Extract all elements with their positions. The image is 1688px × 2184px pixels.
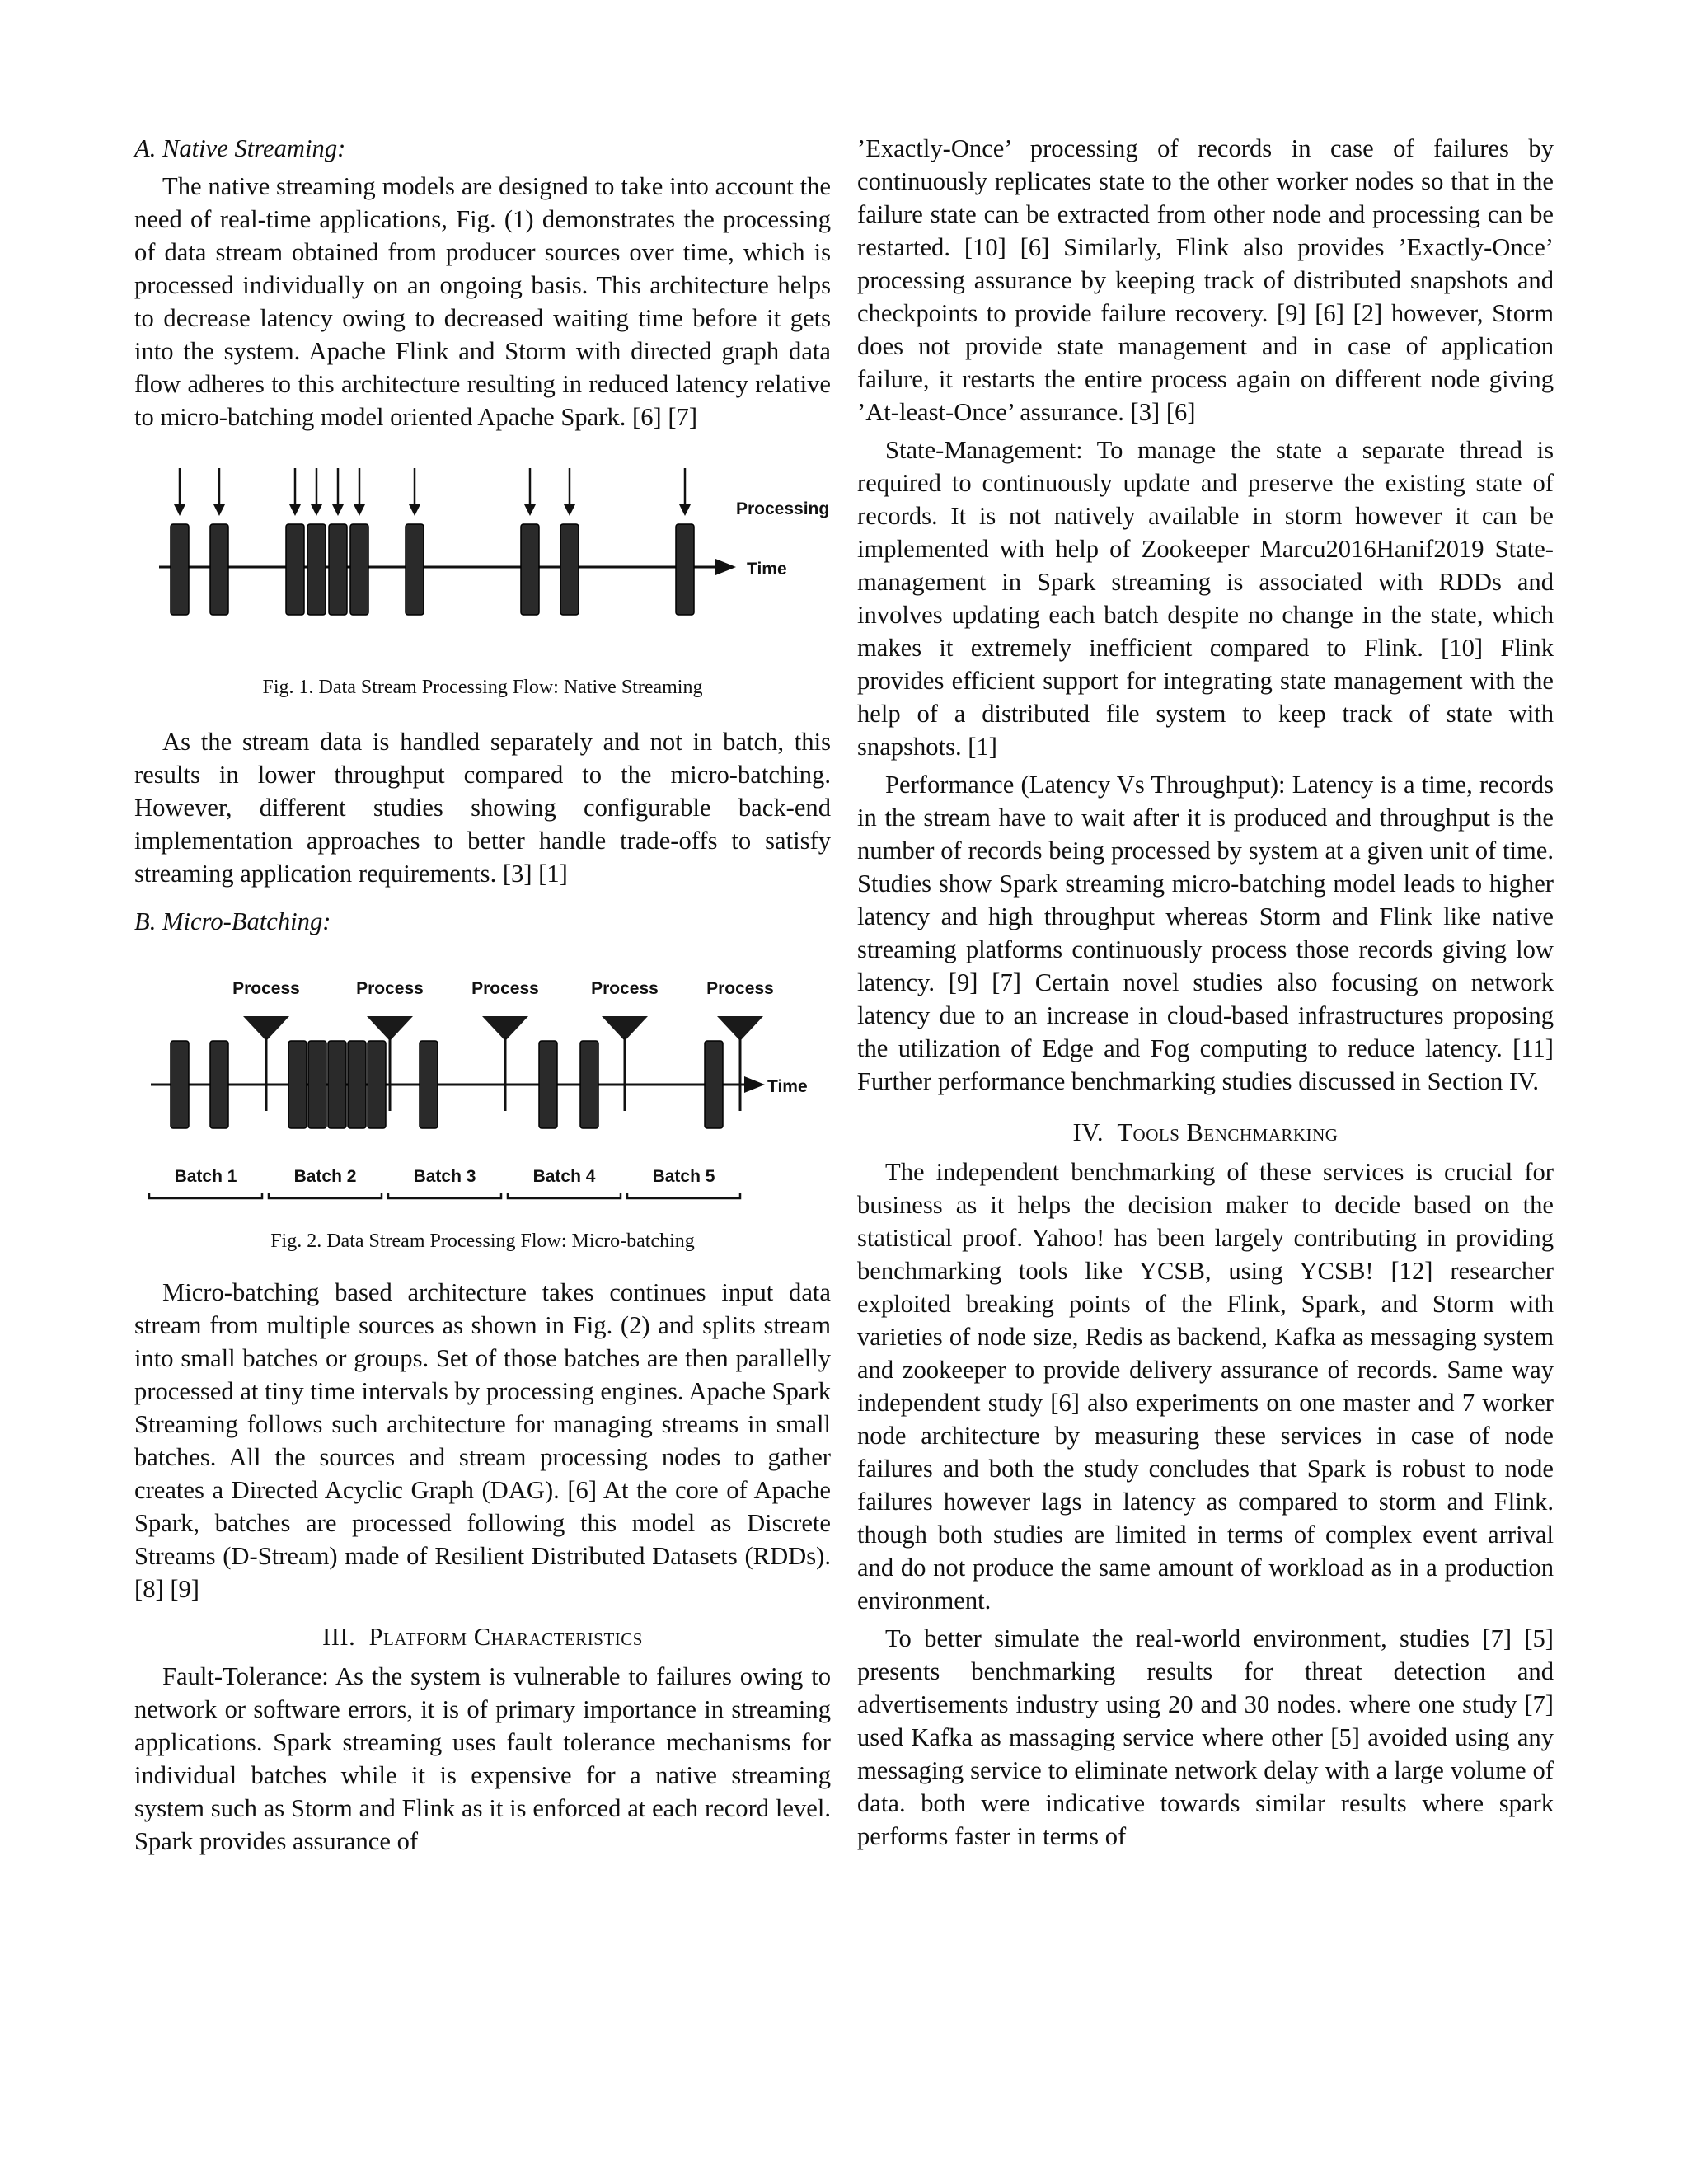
fig2-time-arrowhead <box>744 1076 765 1093</box>
figure-1 <box>134 466 831 714</box>
right-column <box>857 132 1554 1858</box>
fig1-arrowhead <box>354 504 365 516</box>
figure-2 <box>134 971 831 1268</box>
fig1-arrowhead <box>564 504 575 516</box>
fig2-record <box>420 1041 438 1128</box>
fig2-process-label: Process <box>232 979 300 998</box>
section-3-title: Platform Characteristics <box>368 1623 643 1651</box>
fig1-record <box>406 524 424 615</box>
fig2-record <box>580 1041 598 1128</box>
fig1-record <box>286 524 304 615</box>
fig1-arrowhead <box>289 504 301 516</box>
fig1-arrowhead <box>213 504 225 516</box>
fig2-record <box>308 1041 326 1128</box>
fig2-record <box>288 1041 307 1128</box>
fig1-record <box>307 524 326 615</box>
fig2-batch-label: Batch 2 <box>293 1167 357 1186</box>
benchmarking-paragraph-1: The independent benchmarking of these services is crucial for business as it helps the decision maker to decide based on the statistical proof. Yahoo! has been largely contributing in providing benchmarking tools like YCSB, using YCSB! [12] researcher exploited breaking points of the Flink, Spark, and Storm with varieties of node size, Redis as backend, Kafka as messaging system and zookeeper to provide delivery assurance of records. Same way independent study [6] also experiments on one master and 7 worker node architecture by measuring these services in case of node failures and both the study concludes that Spark is robust to node failures however lags in latency as compared to storm and Flink. though both studies are limited in terms of complex event arrival and do not produce the same amount of workload as in a production environment. <box>857 1158 1554 1615</box>
fig1-record <box>171 524 189 615</box>
fig2-record <box>328 1041 346 1128</box>
fig2-batch-bracket <box>269 1193 382 1198</box>
section-b-heading: B. Micro-Batching: <box>134 907 331 935</box>
fig2-record <box>368 1041 386 1128</box>
fig1-processing-label: Processing <box>736 499 830 518</box>
fig1-arrowhead <box>409 504 420 516</box>
section-a-paragraph-1: The native streaming models are designed to take into account the need of real-time applications, Fig. (1) demonstrates the processing of data stream obtained from producer sources over time, which is processed individually on an ongoing basis. This architecture helps to decrease latency owing to decreased waiting time before it gets into the system. Apache Flink and Storm with directed graph data flow adheres to this architecture resulting in reduced latency relative to micro-batching model oriented Apache Spark. [6] [7] <box>134 172 831 431</box>
state-management-paragraph: State-Management: To manage the state a separate thread is required to continuously update and preserve the existing state of records. It is not natively available in storm however it can be implemented with help of Zookeeper Marcu2016Hanif2019 State-management in Spark streaming is associated with RDDs and involves updating each batch despite no change in the state, which makes it extremely inefficient compared to Flink. [10] Flink provides efficient support for integrating state management with the help of a distributed file system to keep track of state with snapshots. [1] <box>857 436 1554 761</box>
fig1-arrowhead <box>311 504 322 516</box>
right-paragraph-1: ’Exactly-Once’ processing of records in case of failures by continuously replicates state to the other worker nodes so that in the failure state can be extracted from other node and processing can be restarted. [10] [6] Similarly, Flink also provides ’Exactly-Once’ processing assurance by keeping track of distributed snapshots and checkpoints to provide failure recovery. [9] [6] [2] however, Storm does not provide state management and in case of application failure, it restarts the entire process again on different node giving ’At-least-Once’ assurance. [3] [6] <box>857 134 1554 426</box>
fig2-batch-label: Batch 5 <box>652 1167 715 1186</box>
fig1-arrowhead <box>679 504 691 516</box>
fig2-batch-bracket <box>388 1193 501 1198</box>
fig1-record <box>210 524 228 615</box>
section-3-number: III. <box>322 1623 356 1651</box>
fig2-batches <box>149 1167 740 1198</box>
figure-2-caption: Fig. 2. Data Stream Processing Flow: Micro-batching <box>270 1230 695 1252</box>
fig1-arrowhead <box>524 504 536 516</box>
fig2-batch-bracket <box>149 1193 262 1198</box>
fig1-time-label: Time <box>747 560 787 579</box>
fig2-batch-bracket <box>508 1193 621 1198</box>
fig2-batch-label: Batch 1 <box>174 1167 237 1186</box>
fig2-record <box>539 1041 557 1128</box>
fig1-record <box>521 524 539 615</box>
figure-2-diagram <box>134 971 831 1218</box>
section-a-heading: A. Native Streaming: <box>134 134 346 162</box>
fig2-record <box>171 1041 189 1128</box>
fig2-batch-label: Batch 3 <box>413 1167 476 1186</box>
fig2-record <box>210 1041 228 1128</box>
fig1-record <box>676 524 694 615</box>
section-4-heading <box>857 1116 1554 1149</box>
fig1-records <box>171 468 694 615</box>
section-4-title: Tools Benchmarking <box>1117 1118 1339 1146</box>
fig1-arrowhead <box>174 504 185 516</box>
fig2-process-label: Process <box>706 979 774 998</box>
fig1-record <box>560 524 579 615</box>
figure-1-diagram <box>134 466 831 656</box>
fig1-record <box>329 524 347 615</box>
fig2-process-label: Process <box>471 979 539 998</box>
figure-1-caption: Fig. 1. Data Stream Processing Flow: Native Streaming <box>262 677 703 698</box>
section-3-paragraph-1: Fault-Tolerance: As the system is vulnerable to failures owing to network or software errors, it is of primary importance in streaming applications. Spark streaming uses fault tolerance mechanisms for individual batches while it is expensive for a native streaming system such as Storm and Flink as it is enforced at each record level. Spark provides assurance of <box>134 1662 831 1855</box>
fig2-process-label: Process <box>356 979 424 998</box>
fig2-record <box>348 1041 366 1128</box>
benchmarking-paragraph-2: To better simulate the real-world environment, studies [7] [5] presents benchmarking results for threat detection and advertisements industry using 20 and 30 nodes. where one study [7] used Kafka as massaging service where other [5] avoided using any messaging service to eliminate network delay with a large volume of data. both were indicative towards similar results where spark performs faster in terms of <box>857 1624 1554 1850</box>
section-a-paragraph-2: As the stream data is handled separately and not in batch, this results in lower throughput compared to the micro-batching. However, different studies showing configurable back-end implementation approaches to better handle trade-offs to satisfy streaming application requirements. [3] [1] <box>134 728 831 888</box>
performance-paragraph: Performance (Latency Vs Throughput): Latency is a time, records in the stream have to wait after it is produced and throughput is the number of records being processed by system at a given unit of time. Studies show Spark streaming micro-batching model leads to higher latency and high throughput whereas Storm and Flink like native streaming platforms continuously process those records giving low latency. [9] [7] Certain novel studies also focusing on network latency due to an increase in cloud-based infrastructures proposing the utilization of Edge and Fog computing to reduce latency. [11] Further performance benchmarking studies discussed in Section IV. <box>857 771 1554 1095</box>
fig2-process-label: Process <box>591 979 659 998</box>
fig2-batch-label: Batch 4 <box>532 1167 596 1186</box>
fig1-record <box>350 524 368 615</box>
fig2-time-label: Time <box>767 1077 808 1096</box>
fig1-time-arrowhead <box>715 559 736 575</box>
fig2-batch-bracket <box>627 1193 740 1198</box>
section-4-number: IV. <box>1072 1118 1104 1146</box>
fig2-record <box>705 1041 723 1128</box>
section-b-paragraph-1: Micro-batching based architecture takes continues input data stream from multiple sources as shown in Fig. (2) and splits stream into small batches or groups. Set of those batches are then parallelly processed at tiny time intervals by processing engines. Apache Spark Streaming follows such architecture for managing streams in small batches. All the sources and stream processing nodes to gather creates a Directed Acyclic Graph (DAG). [6] At the core of Apache Spark, batches are processed following this model as Discrete Streams (D-Stream) made of Resilient Distributed Datasets (RDDs). [8] [9] <box>134 1278 831 1603</box>
fig1-arrowhead <box>332 504 344 516</box>
left-column <box>134 132 831 1863</box>
section-3-heading <box>134 1620 831 1653</box>
